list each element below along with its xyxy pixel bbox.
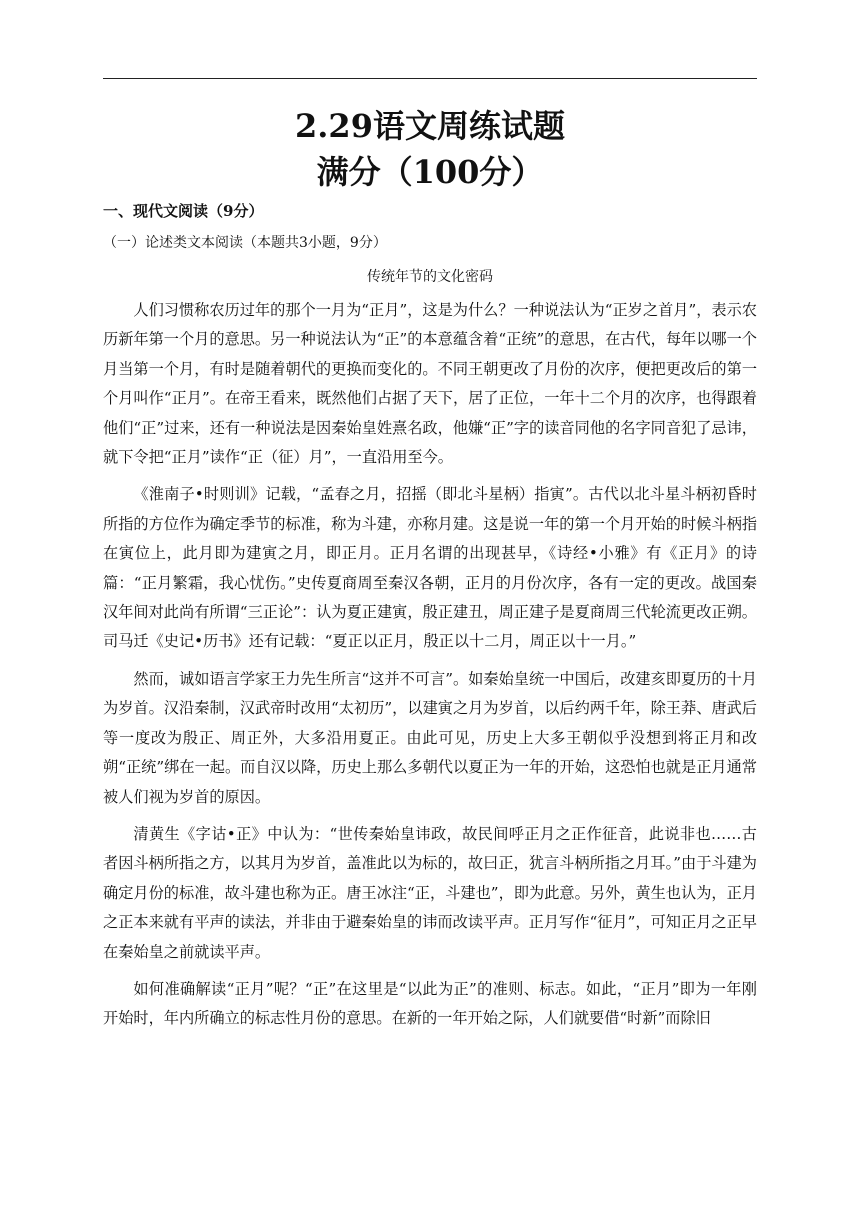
subsection-heading: （一）论述类文本阅读（本题共3小题，9分） xyxy=(103,235,387,251)
page-subtitle: 满分（100分） xyxy=(316,153,544,191)
article-title: 传统年节的文化密码 xyxy=(367,269,493,285)
paragraph-4: 清黄生《字诂•正》中认为：“世传秦始皇讳政，故民间呼正月之正作征音，此说非也……古者因斗柄所指之方，以其月为岁首，盖准此以为标的，故曰正，犹言斗柄所指之月耳。”由于斗建为确定月份的标准，故斗建也称为正。唐王冰注“正，斗建也”，即为此意。另外，黄生也认为，正月之正本来就有平声的读法，并非由于避秦始皇的讳而改读平声。正月写作“征月”，可知正月之正早在秦始皇之前就读平声。 xyxy=(103,824,757,961)
paragraph-3: 然而，诚如语言学家王力先生所言“这并不可言”。如秦始皇统一中国后，改建亥即夏历的十月为岁首。汉沿秦制，汉武帝时改用“太初历”，以建寅之月为岁首，以后约两千年，除王莽、唐武后等一度改为殷正、周正外，大多沿用夏正。由此可见，历史上大多王朝似乎没想到将正月和改朔“正统”绑在一起。而自汉以降，历史上那么多朝代以夏正为一年的开始，这恐怕也就是正月通常被人们视为岁首的原因。 xyxy=(103,669,757,806)
paragraph-5: 如何准确解读“正月”呢？“正”在这里是“以此为正”的准则、标志。如此，“正月”即为一年刚开始时，年内所确立的标志性月份的意思。在新的一年开始之际，人们就要借“时新”而除旧 xyxy=(103,979,757,1028)
section-heading: 一、现代文阅读（9分） xyxy=(103,202,264,220)
article-body xyxy=(103,296,757,1042)
page-title: 2.29语文周练试题 xyxy=(295,107,565,145)
paragraph-1: 人们习惯称农历过年的那个一月为“正月”，这是为什么？一种说法认为“正岁之首月”，表示农历新年第一个月的意思。另一种说法认为“正”的本意蕴含着“正统”的意思，在古代，每年以哪一个月当第一个月，有时是随着朝代的更换而变化的。不同王朝更改了月份的次序，便把更改后的第一个月叫作“正月”。在帝王看来，既然他们占据了天下，居了正位，一年十二个月的次序，也得跟着他们“正”过来，还有一种说法是因秦始皇姓熹名政，他嫌“正”字的读音同他的名字同音犯了忌讳，就下令把“正月”读作“正（征）月”，一直沿用至今。 xyxy=(103,301,757,467)
paragraph-2: 《淮南子•时则训》记载，“孟春之月，招摇（即北斗星柄）指寅”。古代以北斗星斗柄初昏时所指的方位作为确定季节的标准，称为斗建，亦称月建。这是说一年的第一个月开始的时候斗柄指在寅位上，此月即为建寅之月，即正月。正月名谓的出现甚早，《诗经•小雅》有《正月》的诗篇：“正月繁霜，我心忧伤。”史传夏商周至秦汉各朝，正月的月份次序，各有一定的更改。战国秦汉年间对此尚有所谓“三正论”：认为夏正建寅，殷正建丑，周正建子是夏商周三代轮流更改正朔。司马迁《史记•历书》还有记载：“夏正以正月，殷正以十二月，周正以十一月。” xyxy=(103,485,757,651)
header-rule xyxy=(103,78,757,79)
